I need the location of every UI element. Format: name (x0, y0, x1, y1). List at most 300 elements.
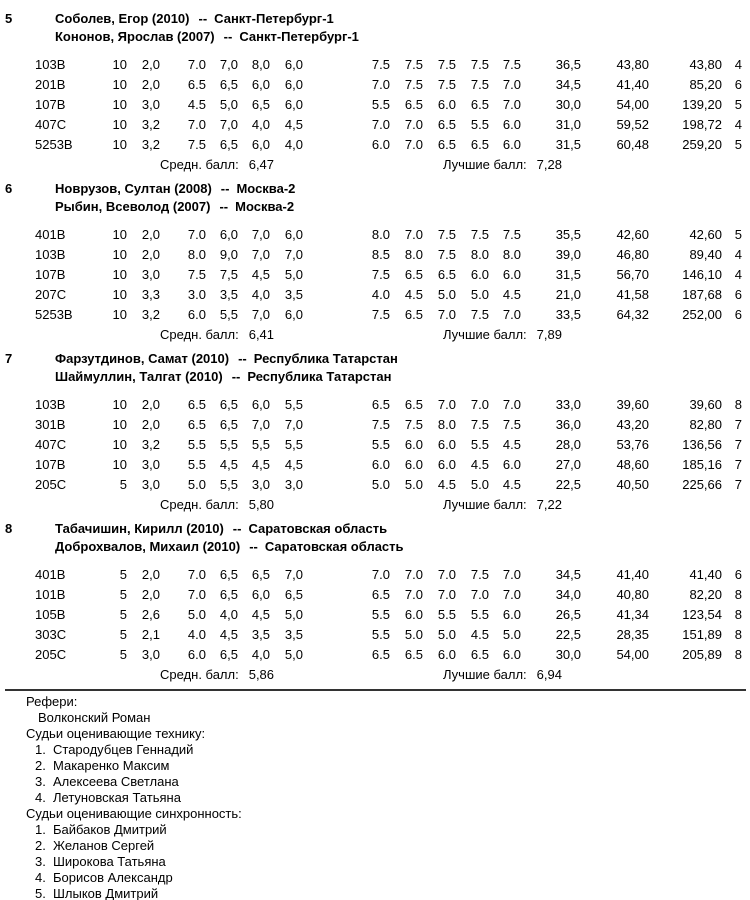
cell-tech-1: 7.5 (187, 137, 206, 152)
cell-sync-4: 7.0 (470, 397, 489, 412)
cell-dive-score: 43,20 (616, 417, 649, 432)
entry-block (0, 10, 750, 180)
cell-dive-score: 59,52 (616, 117, 649, 132)
cell-dive-score: 54,00 (616, 97, 649, 112)
athlete-line (55, 180, 750, 198)
cell-tech-4: 6,0 (284, 57, 303, 72)
athlete-line (55, 10, 750, 28)
cell-sync-2: 5.0 (404, 627, 423, 642)
result-row (0, 225, 750, 245)
athlete-name: Фарзутдинов, Самат (2010) (55, 351, 230, 366)
cell-tech-3: 6,0 (251, 587, 270, 602)
cell-sync-5: 6.0 (502, 137, 521, 152)
cell-height: 10 (112, 417, 127, 432)
cell-dive-code: 103B (35, 397, 66, 412)
result-row (0, 605, 750, 625)
cell-dive-score: 43,80 (616, 57, 649, 72)
cell-tech-1: 5.5 (187, 437, 206, 452)
cell-tech-2: 7,0 (219, 117, 238, 132)
result-row (0, 435, 750, 455)
cell-judges-sum: 35,5 (555, 227, 581, 242)
average-score (160, 665, 274, 685)
judge-item (26, 886, 750, 900)
judge-name: Макаренко Максим (53, 758, 170, 773)
cell-sync-2: 5.0 (404, 477, 423, 492)
cell-sync-1: 7.0 (371, 77, 390, 92)
result-row (0, 285, 750, 305)
entry-header (0, 10, 750, 46)
sync-judges-list (26, 822, 750, 900)
judge-number: 4. (35, 870, 46, 885)
cell-sync-4: 4.5 (470, 457, 489, 472)
cell-sync-3: 7.0 (437, 567, 456, 582)
cell-dive-code: 207C (35, 287, 67, 302)
cell-tech-4: 4,5 (284, 457, 303, 472)
cell-judges-sum: 28,0 (555, 437, 581, 452)
judge-name: Борисов Александр (53, 870, 173, 885)
athlete-name: Соболев, Егор (2010) (55, 11, 190, 26)
cell-judges-sum: 31,5 (555, 137, 581, 152)
cell-dive-code: 5253B (35, 137, 73, 152)
cell-tech-2: 6,5 (219, 397, 238, 412)
cell-tech-4: 7,0 (284, 247, 303, 262)
cell-rank: 4 (734, 267, 742, 282)
cell-sync-2: 7.5 (404, 57, 423, 72)
cell-difficulty: 3,2 (141, 307, 160, 322)
cell-tech-4: 5,0 (284, 267, 303, 282)
cell-tech-3: 4,5 (251, 457, 270, 472)
cell-tech-3: 4,5 (251, 607, 270, 622)
cell-dive-code: 107B (35, 457, 66, 472)
cell-sync-2: 7.0 (404, 117, 423, 132)
cell-sync-2: 6.5 (404, 397, 423, 412)
average-score-label: Средн. балл: (160, 327, 239, 342)
cell-sync-5: 7.5 (502, 417, 521, 432)
cell-tech-2: 5,5 (219, 437, 238, 452)
cell-sync-2: 6.5 (404, 307, 423, 322)
cell-dive-code: 401B (35, 227, 66, 242)
cell-running-total: 146,10 (682, 267, 722, 282)
cell-dive-code: 303C (35, 627, 67, 642)
cell-running-total: 39,60 (689, 397, 722, 412)
cell-running-total: 42,60 (689, 227, 722, 242)
average-score-label: Средн. балл: (160, 497, 239, 512)
cell-running-total: 185,16 (682, 457, 722, 472)
cell-sync-5: 5.0 (502, 627, 521, 642)
cell-sync-4: 7.5 (470, 567, 489, 582)
cell-rank: 8 (734, 647, 742, 662)
cell-sync-3: 7.5 (437, 77, 456, 92)
best-score-value: 7,89 (536, 327, 562, 342)
cell-sync-2: 6.5 (404, 267, 423, 282)
cell-judges-sum: 33,5 (555, 307, 581, 322)
cell-tech-4: 7,0 (284, 567, 303, 582)
cell-sync-5: 7.0 (502, 77, 521, 92)
cell-sync-5: 6.0 (502, 267, 521, 282)
cell-sync-1: 6.5 (371, 397, 390, 412)
cell-difficulty: 3,0 (141, 97, 160, 112)
cell-tech-3: 6,0 (251, 397, 270, 412)
cell-judges-sum: 34,0 (555, 587, 581, 602)
cell-rank: 6 (734, 567, 742, 582)
cell-sync-3: 7.5 (437, 247, 456, 262)
cell-running-total: 205,89 (682, 647, 722, 662)
cell-difficulty: 3,0 (141, 477, 160, 492)
cell-sync-4: 8.0 (470, 247, 489, 262)
cell-sync-5: 8.0 (502, 247, 521, 262)
cell-tech-2: 6,0 (219, 227, 238, 242)
tech-judges-label: Судьи оценивающие технику: (26, 726, 206, 741)
cell-rank: 6 (734, 287, 742, 302)
cell-sync-1: 8.0 (371, 227, 390, 242)
best-score-label: Лучшие балл: (443, 327, 527, 342)
cell-running-total: 187,68 (682, 287, 722, 302)
cell-tech-2: 7,5 (219, 267, 238, 282)
cell-sync-5: 7.0 (502, 397, 521, 412)
results-rows (0, 55, 750, 155)
cell-sync-3: 6.5 (437, 267, 456, 282)
cell-tech-4: 6,0 (284, 77, 303, 92)
cell-difficulty: 3,0 (141, 647, 160, 662)
cell-tech-3: 7,0 (251, 417, 270, 432)
cell-dive-code: 103B (35, 247, 66, 262)
cell-tech-3: 6,0 (251, 137, 270, 152)
result-row (0, 265, 750, 285)
cell-sync-4: 6.5 (470, 97, 489, 112)
entry-header (0, 180, 750, 216)
cell-judges-sum: 30,0 (555, 647, 581, 662)
cell-rank: 5 (734, 97, 742, 112)
name-region-separator: -- (238, 351, 247, 366)
cell-height: 5 (119, 477, 127, 492)
cell-dive-code: 103B (35, 57, 66, 72)
cell-tech-3: 4,0 (251, 287, 270, 302)
cell-tech-2: 9,0 (219, 247, 238, 262)
cell-difficulty: 3,3 (141, 287, 160, 302)
judge-item (26, 822, 750, 838)
referee-label: Рефери: (26, 694, 78, 709)
cell-tech-1: 5.0 (187, 477, 206, 492)
result-row (0, 245, 750, 265)
result-row (0, 115, 750, 135)
cell-tech-1: 7.0 (187, 57, 206, 72)
cell-sync-3: 7.5 (437, 227, 456, 242)
cell-difficulty: 3,0 (141, 267, 160, 282)
cell-sync-4: 5.5 (470, 607, 489, 622)
entry-summary (0, 325, 750, 345)
judge-name: Летуновская Татьяна (53, 790, 181, 805)
best-score-label: Лучшие балл: (443, 667, 527, 682)
cell-running-total: 43,80 (689, 57, 722, 72)
entry-block (0, 520, 750, 685)
cell-height: 10 (112, 117, 127, 132)
athlete-region: Республика Татарстан (247, 369, 392, 384)
cell-sync-4: 5.0 (470, 287, 489, 302)
cell-sync-5: 4.5 (502, 287, 521, 302)
name-region-separator: -- (223, 29, 233, 44)
cell-running-total: 259,20 (682, 137, 722, 152)
athlete-name: Новрузов, Султан (2008) (55, 181, 212, 196)
cell-tech-3: 7,0 (251, 247, 270, 262)
cell-tech-2: 6,5 (219, 77, 238, 92)
cell-height: 10 (112, 57, 127, 72)
cell-sync-2: 7.5 (404, 77, 423, 92)
cell-judges-sum: 21,0 (555, 287, 581, 302)
officials-footer (0, 691, 750, 900)
cell-tech-4: 5,5 (284, 397, 303, 412)
cell-sync-1: 7.5 (371, 57, 390, 72)
cell-difficulty: 2,0 (141, 57, 160, 72)
entry-number: 7 (5, 351, 13, 366)
cell-height: 10 (112, 457, 127, 472)
cell-rank: 8 (734, 397, 742, 412)
cell-judges-sum: 26,5 (555, 607, 581, 622)
cell-tech-4: 5,0 (284, 607, 303, 622)
cell-sync-1: 5.5 (371, 437, 390, 452)
cell-tech-4: 6,5 (284, 587, 303, 602)
average-score (160, 495, 274, 515)
cell-tech-1: 7.0 (187, 117, 206, 132)
cell-dive-score: 41,34 (616, 607, 649, 622)
cell-judges-sum: 22,5 (555, 477, 581, 492)
cell-judges-sum: 39,0 (555, 247, 581, 262)
cell-sync-5: 6.0 (502, 457, 521, 472)
name-region-separator: -- (249, 539, 258, 554)
cell-dive-score: 53,76 (616, 437, 649, 452)
cell-judges-sum: 33,0 (555, 397, 581, 412)
cell-sync-5: 7.0 (502, 587, 521, 602)
cell-running-total: 252,00 (682, 307, 722, 322)
cell-sync-2: 6.0 (404, 607, 423, 622)
cell-difficulty: 2,0 (141, 587, 160, 602)
cell-height: 10 (112, 77, 127, 92)
cell-tech-2: 3,5 (219, 287, 238, 302)
cell-sync-5: 6.0 (502, 647, 521, 662)
athlete-region: Санкт-Петербург-1 (214, 11, 334, 26)
cell-dive-score: 56,70 (616, 267, 649, 282)
cell-judges-sum: 36,5 (555, 57, 581, 72)
cell-tech-2: 6,5 (219, 567, 238, 582)
cell-sync-2: 8.0 (404, 247, 423, 262)
result-row (0, 135, 750, 155)
cell-sync-2: 4.5 (404, 287, 423, 302)
cell-sync-3: 7.0 (437, 307, 456, 322)
result-row (0, 415, 750, 435)
cell-difficulty: 2,0 (141, 397, 160, 412)
average-score (160, 325, 274, 345)
cell-sync-3: 7.0 (437, 587, 456, 602)
cell-rank: 7 (734, 477, 742, 492)
cell-dive-score: 41,40 (616, 77, 649, 92)
cell-rank: 7 (734, 457, 742, 472)
cell-tech-3: 8,0 (251, 57, 270, 72)
judge-name: Желанов Сергей (53, 838, 155, 853)
cell-sync-1: 6.0 (371, 457, 390, 472)
cell-rank: 8 (734, 587, 742, 602)
cell-sync-5: 7.5 (502, 57, 521, 72)
results-rows (0, 225, 750, 325)
best-score-value: 7,22 (536, 497, 562, 512)
cell-sync-2: 7.0 (404, 137, 423, 152)
cell-tech-3: 7,0 (251, 307, 270, 322)
name-region-separator: -- (198, 11, 208, 26)
cell-running-total: 82,20 (689, 587, 722, 602)
entry-summary (0, 495, 750, 515)
cell-tech-4: 4,0 (284, 137, 303, 152)
best-score (443, 665, 562, 685)
judge-name: Широкова Татьяна (53, 854, 166, 869)
cell-sync-4: 7.5 (470, 417, 489, 432)
entry-number: 6 (5, 181, 13, 196)
cell-dive-score: 40,50 (616, 477, 649, 492)
cell-running-total: 41,40 (689, 567, 722, 582)
cell-sync-5: 4.5 (502, 437, 521, 452)
result-row (0, 585, 750, 605)
judge-name: Стародубцев Геннадий (53, 742, 194, 757)
cell-dive-score: 48,60 (616, 457, 649, 472)
cell-height: 10 (112, 137, 127, 152)
cell-rank: 5 (734, 137, 742, 152)
cell-dive-code: 301B (35, 417, 66, 432)
cell-tech-4: 7,0 (284, 417, 303, 432)
cell-sync-5: 6.0 (502, 117, 521, 132)
cell-tech-3: 6,5 (251, 567, 270, 582)
cell-dive-code: 107B (35, 267, 66, 282)
average-score-value: 6,47 (248, 157, 275, 172)
cell-sync-1: 6.5 (371, 587, 390, 602)
cell-tech-3: 7,0 (251, 227, 270, 242)
cell-sync-3: 6.5 (437, 117, 456, 132)
cell-sync-3: 7.5 (437, 57, 456, 72)
judge-item (26, 870, 750, 886)
cell-tech-3: 5,5 (251, 437, 270, 452)
cell-rank: 8 (734, 627, 742, 642)
cell-height: 5 (119, 587, 127, 602)
athlete-region: Москва-2 (236, 181, 296, 196)
cell-dive-code: 401B (35, 567, 66, 582)
cell-difficulty: 3,2 (141, 117, 160, 132)
cell-dive-score: 42,60 (616, 227, 649, 242)
judge-number: 1. (35, 822, 46, 837)
cell-running-total: 136,56 (682, 437, 722, 452)
cell-tech-2: 5,5 (219, 307, 238, 322)
athlete-line (55, 538, 750, 556)
cell-sync-4: 4.5 (470, 627, 489, 642)
cell-sync-1: 5.5 (371, 607, 390, 622)
cell-difficulty: 2,0 (141, 247, 160, 262)
cell-sync-3: 6.0 (437, 457, 456, 472)
cell-tech-1: 7.0 (187, 567, 206, 582)
cell-tech-3: 4,5 (251, 267, 270, 282)
cell-running-total: 89,40 (689, 247, 722, 262)
cell-tech-2: 4,0 (219, 607, 238, 622)
cell-sync-3: 5.5 (437, 607, 456, 622)
results-rows (0, 395, 750, 495)
cell-sync-1: 5.5 (371, 97, 390, 112)
cell-sync-4: 7.5 (470, 77, 489, 92)
cell-tech-3: 3,0 (251, 477, 270, 492)
cell-sync-4: 6.5 (470, 647, 489, 662)
athlete-line (55, 28, 750, 46)
cell-sync-3: 6.0 (437, 97, 456, 112)
athlete-region: Саратовская область (264, 539, 404, 554)
best-score-value: 7,28 (536, 157, 562, 172)
cell-tech-2: 7,0 (219, 57, 238, 72)
judge-number: 4. (35, 790, 46, 805)
cell-tech-4: 5,0 (284, 647, 303, 662)
athlete-name: Кононов, Ярослав (2007) (55, 29, 215, 44)
cell-tech-4: 5,5 (284, 437, 303, 452)
entry-block (0, 180, 750, 350)
cell-height: 5 (119, 607, 127, 622)
cell-rank: 7 (734, 437, 742, 452)
result-row (0, 395, 750, 415)
cell-difficulty: 2,0 (141, 417, 160, 432)
cell-sync-2: 6.5 (404, 647, 423, 662)
cell-dive-code: 205C (35, 647, 67, 662)
entry-summary (0, 665, 750, 685)
tech-judges-list (26, 742, 750, 806)
cell-judges-sum: 30,0 (555, 97, 581, 112)
average-score-value: 5,86 (248, 667, 275, 682)
cell-dive-score: 64,32 (616, 307, 649, 322)
cell-tech-1: 7.0 (187, 587, 206, 602)
cell-running-total: 225,66 (682, 477, 722, 492)
athlete-name: Рыбин, Всеволод (2007) (55, 199, 211, 214)
cell-dive-score: 40,80 (616, 587, 649, 602)
cell-judges-sum: 31,0 (555, 117, 581, 132)
cell-dive-score: 54,00 (616, 647, 649, 662)
cell-dive-score: 41,40 (616, 567, 649, 582)
cell-sync-1: 5.5 (371, 627, 390, 642)
cell-sync-3: 7.0 (437, 397, 456, 412)
athlete-line (55, 198, 750, 216)
cell-judges-sum: 34,5 (555, 567, 581, 582)
judge-number: 3. (35, 774, 46, 789)
athlete-line (55, 520, 750, 538)
cell-tech-2: 4,5 (219, 457, 238, 472)
athlete-name: Табачишин, Кирилл (2010) (55, 521, 224, 536)
cell-judges-sum: 27,0 (555, 457, 581, 472)
cell-sync-4: 7.0 (470, 587, 489, 602)
cell-dive-code: 107B (35, 97, 66, 112)
cell-difficulty: 3,0 (141, 457, 160, 472)
cell-rank: 5 (734, 227, 742, 242)
cell-tech-2: 6,5 (219, 137, 238, 152)
cell-tech-4: 3,0 (284, 477, 303, 492)
cell-tech-1: 5.5 (187, 457, 206, 472)
judge-number: 2. (35, 758, 46, 773)
cell-tech-2: 4,5 (219, 627, 238, 642)
average-score-label: Средн. балл: (160, 157, 239, 172)
entry-block (0, 350, 750, 520)
result-row (0, 95, 750, 115)
cell-sync-4: 7.5 (470, 227, 489, 242)
cell-difficulty: 2,0 (141, 567, 160, 582)
cell-sync-1: 5.0 (371, 477, 390, 492)
cell-rank: 4 (734, 117, 742, 132)
best-score (443, 155, 562, 175)
cell-sync-2: 7.0 (404, 567, 423, 582)
result-row (0, 55, 750, 75)
cell-tech-1: 8.0 (187, 247, 206, 262)
cell-dive-code: 5253B (35, 307, 73, 322)
athlete-region: Саратовская область (248, 521, 388, 536)
athlete-line (55, 368, 750, 386)
cell-rank: 8 (734, 607, 742, 622)
result-row (0, 565, 750, 585)
athlete-region: Республика Татарстан (253, 351, 398, 366)
